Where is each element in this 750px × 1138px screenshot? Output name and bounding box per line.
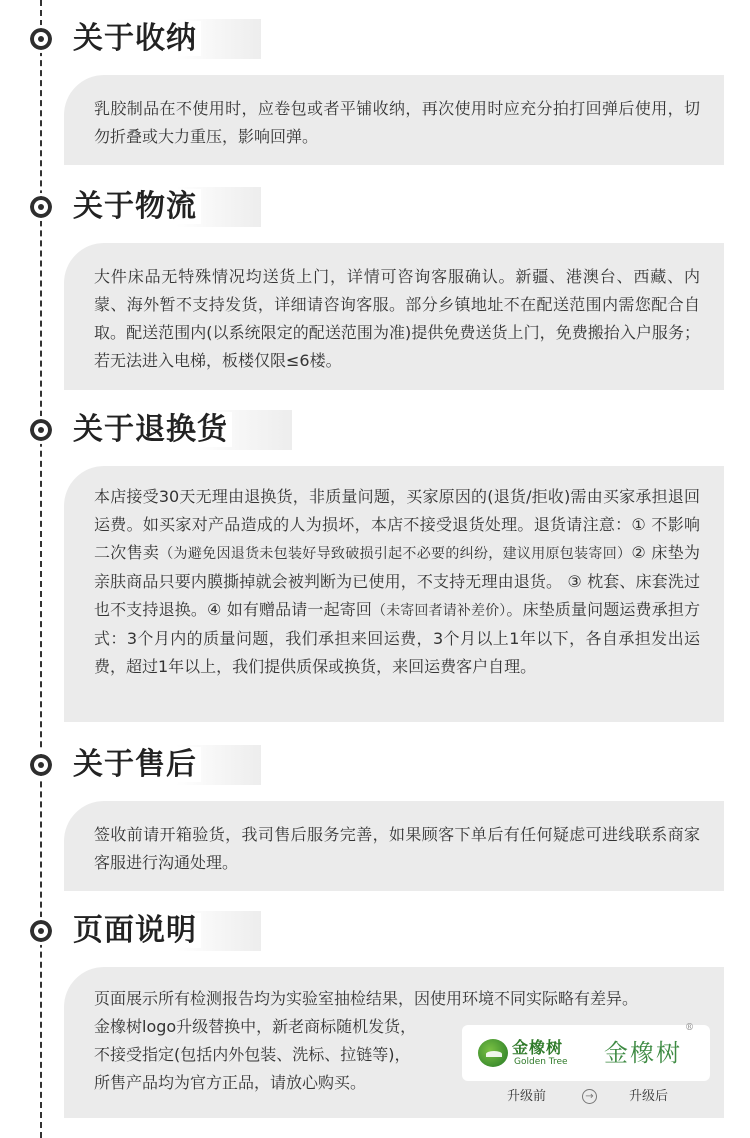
section-title: 关于退换货	[73, 410, 292, 450]
old-logo-en: Golden Tree	[514, 1057, 568, 1067]
registered-mark: ®	[685, 1023, 694, 1033]
section-page-notes-header	[0, 911, 750, 951]
logo-comparison-card	[462, 1025, 710, 1081]
returns-text-c: 。床垫质量问题运费承担方式：3个月内的质量问题，我们承担来回运费，3个月以上1年以下，各自承担发出运费，超过1年以上，我们提供质保或换货，来回运费客户自理。	[94, 600, 700, 676]
leaf-icon	[478, 1039, 508, 1067]
returns-note-a: （为避免因退货未包装好导致破损引起不必要的纠纷，建议用原包装寄回）	[159, 546, 632, 562]
section-text: 大件床品无特殊情况均送货上门，详情可咨询客服确认。新疆、港澳台、西藏、内蒙、海外暂不支持发货，详细请咨询客服。部分乡镇地址不在配送范围内需您配合自取。配送范围内(以系统限定的配送范围为准)提供免费送货上门，免费搬抬入户服务；若无法进入电梯，板楼仅限≤6楼。	[94, 267, 700, 370]
section-aftersales-header	[0, 745, 750, 785]
section-returns-header	[0, 410, 750, 450]
notes-line-3: 不接受指定(包括内外包装、洗标、拉链等)，	[94, 1045, 411, 1064]
section-aftersales-body	[64, 801, 724, 891]
new-logo	[604, 1023, 694, 1071]
section-logistics-header	[0, 187, 750, 227]
after-label: 升级后	[629, 1089, 669, 1104]
section-text: 乳胶制品在不使用时，应卷包或者平铺收纳，再次使用时应充分拍打回弹后使用，切勿折叠或大力重压，影响回弹。	[94, 99, 700, 146]
before-label: 升级前	[507, 1089, 547, 1104]
returns-text-a: 本店接受30天无理由退换货，非质量问题，买家原因的(退货/拒收)需由买家承担退回运费。如买家对产品造成的人为损坏，本店不接受退货处理。退货请注意：① 不影响二次售卖	[94, 487, 700, 562]
section-title: 关于物流	[73, 187, 261, 227]
target-icon	[27, 751, 55, 779]
section-text	[94, 483, 700, 681]
target-icon	[27, 25, 55, 53]
section-storage-header	[0, 19, 750, 59]
section-title: 页面说明	[73, 911, 261, 951]
new-logo-cn: 金橡树	[604, 1039, 682, 1067]
section-logistics-body	[64, 243, 724, 390]
notes-line-1: 页面展示所有检测报告均为实验室抽检结果，因使用环境不同实际略有差异。	[94, 989, 639, 1008]
target-icon	[27, 917, 55, 945]
target-icon	[27, 416, 55, 444]
section-title: 关于收纳	[73, 19, 261, 59]
notes-line-2: 金橡树logo升级替换中，新老商标随机发货，	[94, 1017, 417, 1036]
target-icon	[27, 193, 55, 221]
old-logo	[478, 1035, 574, 1071]
old-logo-cn: 金橡树	[512, 1038, 564, 1057]
section-text: 签收前请开箱验货，我司售后服务完善，如果顾客下单后有任何疑虑可进线联系商家客服进行沟通处理。	[94, 825, 700, 872]
notes-line-4: 所售产品均为官方正品，请放心购买。	[94, 1073, 367, 1092]
returns-note-b: （未寄回者请补差价）	[372, 603, 507, 619]
section-title: 关于售后	[73, 745, 261, 785]
timeline-dashed-line	[40, 0, 42, 1138]
section-returns-body	[64, 466, 724, 722]
section-storage-body	[64, 75, 724, 165]
returns-text-b: ② 床垫为亲肤商品只要内膜撕掉就会被判断为已使用，不支持无理由退货。 ③ 枕套、床套洗过也不支持退换。④ 如有赠品请一起寄回	[94, 543, 700, 619]
arrow-right-icon: →	[582, 1089, 597, 1104]
